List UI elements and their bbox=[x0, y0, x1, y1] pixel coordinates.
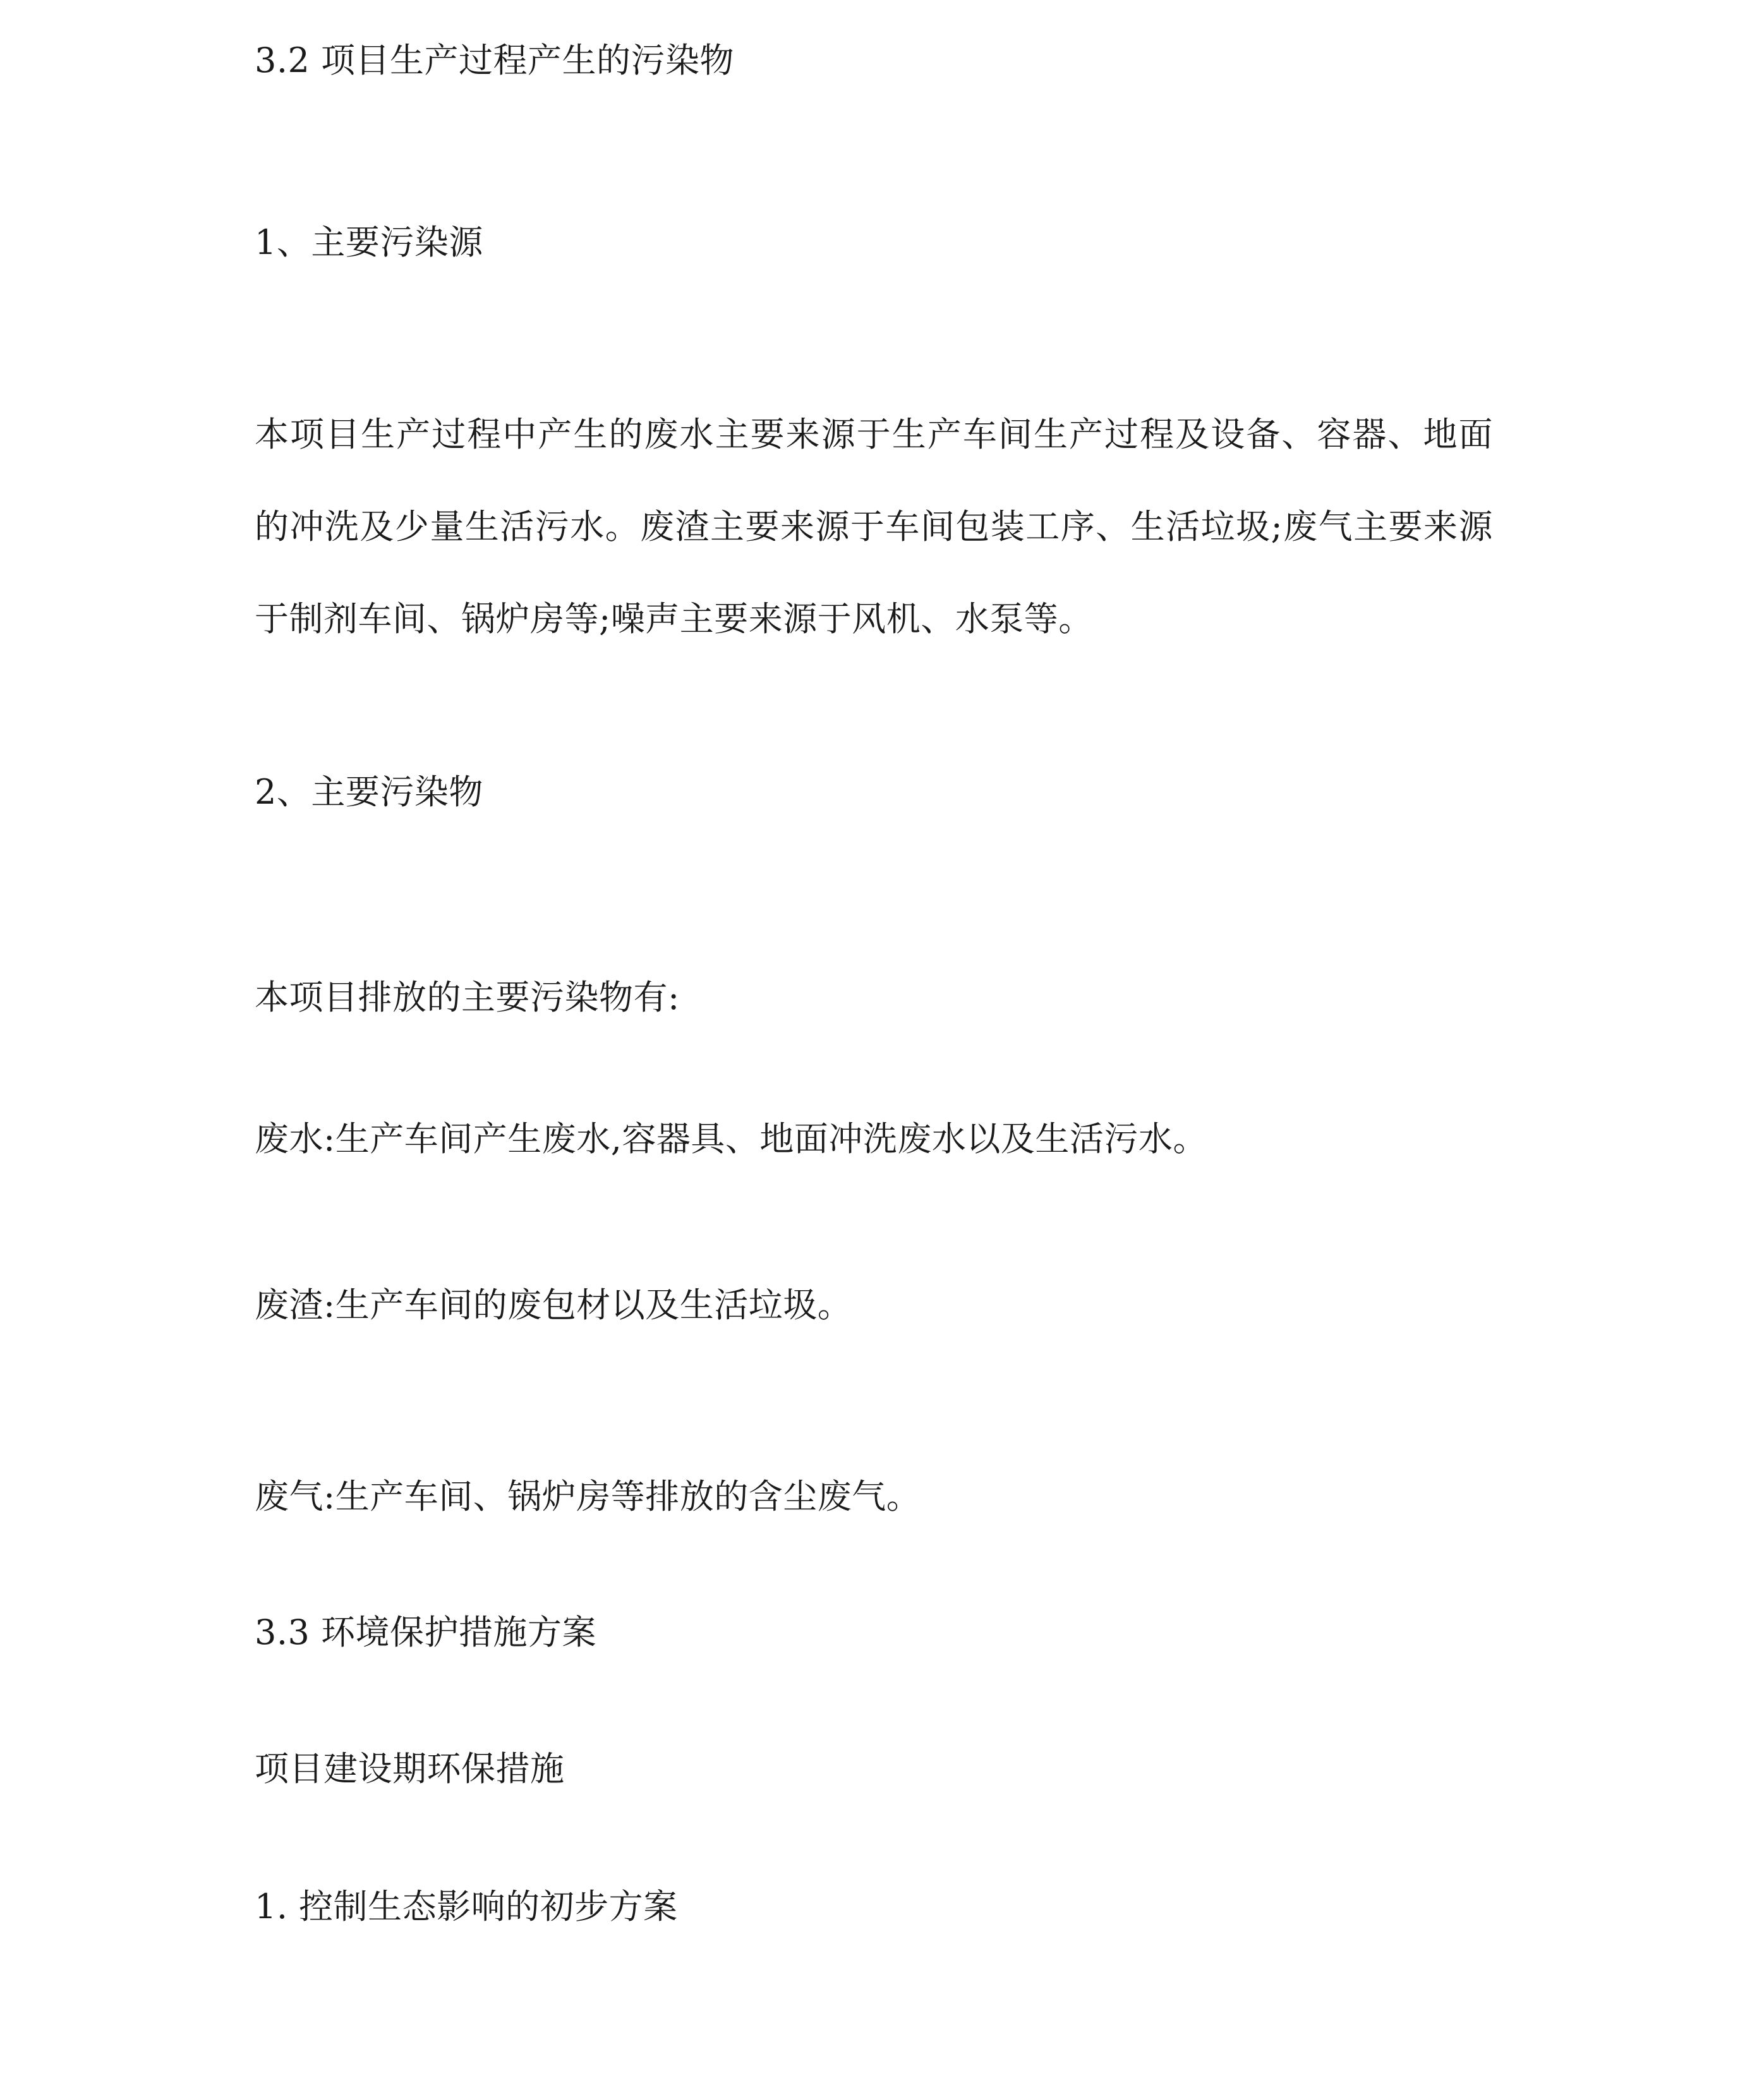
subheading-main-pollution-sources: 1、主要污染源 bbox=[255, 222, 483, 262]
paragraph-pollution-sources: 本项目生产过程中产生的废水主要来源于生产车间生产过程及设备、容器、地面的冲洗及少量生活污水。废渣主要来源于车间包装工序、生活垃圾;废气主要来源于制剂车间、锅炉房等;噪声主要来源于风机、水泵等。 bbox=[255, 414, 1493, 639]
construction-period-measures: 项目建设期环保措施 bbox=[255, 1749, 565, 1789]
item-1-ecological-control: 1. 控制生态影响的初步方案 bbox=[255, 1887, 678, 1926]
waste-gas-item: 废气:生产车间、锅炉房等排放的含尘废气。 bbox=[255, 1477, 921, 1516]
wastewater-item: 废水:生产车间产生废水,容器具、地面冲洗废水以及生活污水。 bbox=[255, 1119, 1207, 1159]
section-3-2-heading: 3.2 项目生产过程产生的污染物 bbox=[255, 40, 735, 80]
section-3-3-heading: 3.3 环境保护措施方案 bbox=[255, 1612, 597, 1652]
waste-residue-item: 废渣:生产车间的废包材以及生活垃圾。 bbox=[255, 1285, 852, 1325]
subheading-main-pollutants: 2、主要污染物 bbox=[255, 772, 483, 812]
pollutants-intro: 本项目排放的主要污染物有: bbox=[255, 977, 680, 1017]
